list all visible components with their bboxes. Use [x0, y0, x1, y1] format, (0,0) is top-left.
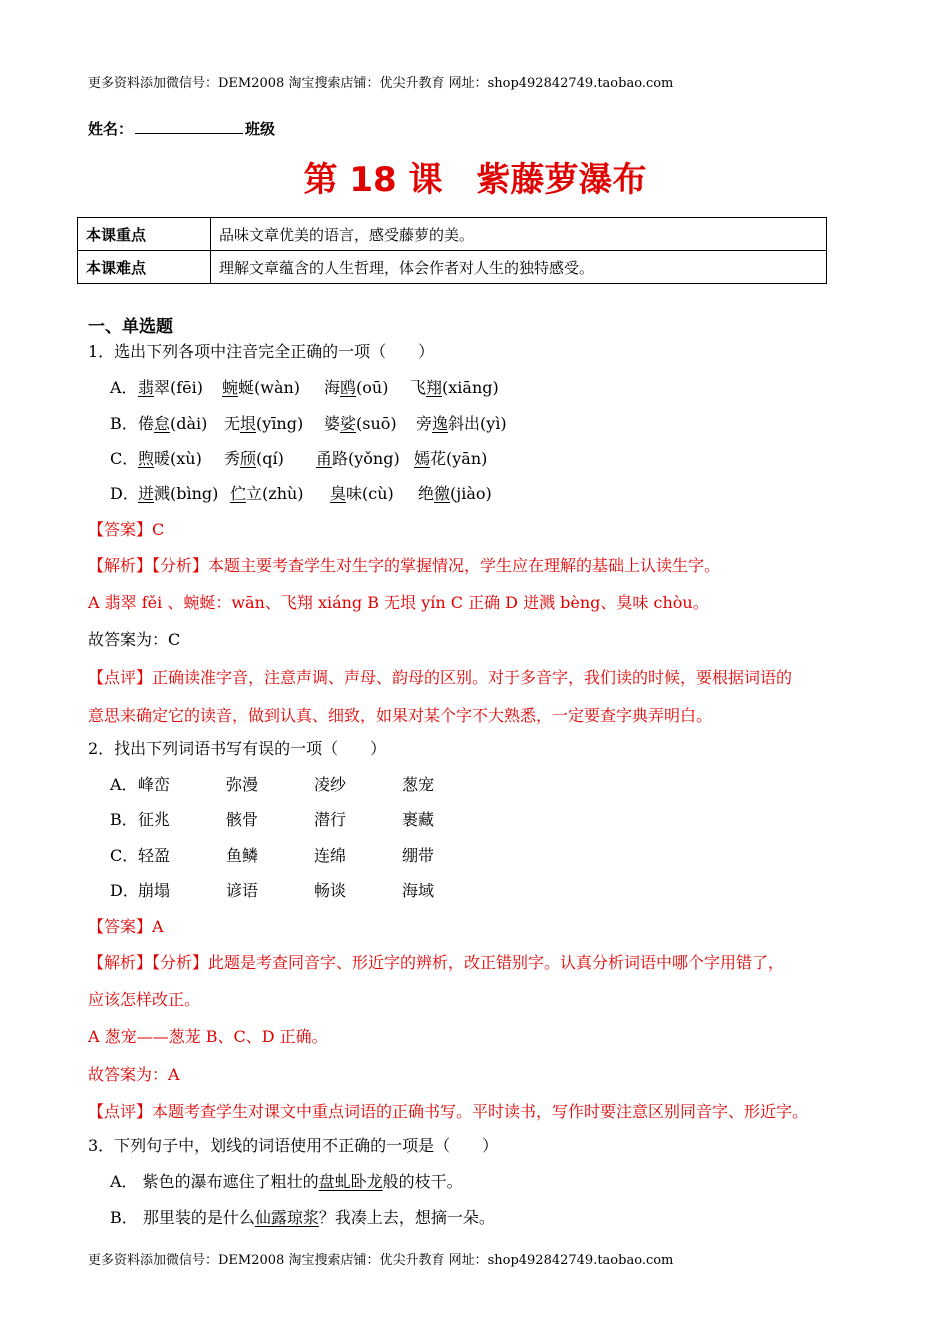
q1-a-word-3: 海鸥(oū)	[324, 378, 389, 397]
difficulty-label: 本课难点	[78, 251, 211, 284]
class-label: 班级	[245, 120, 276, 138]
q2-conclusion: 故答案为：A	[88, 1065, 180, 1084]
q1-b-word-2: 无垠(yīng)	[224, 414, 304, 433]
option-letter: A．	[110, 378, 138, 397]
q1-c-word-1: 煦暖(xù)	[138, 449, 202, 468]
analysis-text: 此题是考查同音字、形近字的辨析，改正错别字。认真分析词语中哪个字用错了，	[208, 953, 785, 972]
key-text: 品味文章优美的语言，感受藤萝的美。	[211, 218, 827, 251]
key-label: 本课重点	[78, 218, 211, 251]
analysis-tag: 【解析】【分析】	[88, 953, 209, 972]
page-title: 第 18 课 紫藤萝瀑布	[303, 160, 647, 200]
q1-comment-cont: 意思来确定它的读音，做到认真、细致，如果对某个字不大熟悉，一定要查字典弄明白。	[88, 706, 713, 725]
q1-b-word-3: 婆娑(suō)	[324, 414, 397, 433]
option-letter: B．	[110, 414, 138, 433]
q1-stem: 1．选出下列各项中注音完全正确的一项（ ）	[88, 342, 435, 361]
q1-comment	[88, 665, 792, 688]
q1-a-word-4: 飞翔(xiāng)	[410, 378, 499, 397]
comment-text: 正确读准字音，注意声调、声母、韵母的区别。对于多音字，我们读的时候，要根据词语的	[152, 668, 793, 687]
q1-analysis	[88, 553, 720, 576]
q2-stem: 2．找出下列词语书写有误的一项（ ）	[88, 739, 387, 758]
comment-tag: 【点评】	[88, 668, 153, 687]
q2-analysis	[88, 950, 784, 973]
q2-answer: 【答案】A	[88, 917, 164, 936]
q1-conclusion: 故答案为：C	[88, 630, 181, 649]
q1-d-word-1: 迸溅(bìng)	[138, 484, 219, 503]
q1-c-word-3: 甬路(yǒng)	[316, 449, 400, 468]
option-letter: D．	[110, 484, 139, 503]
q1-d-word-4: 绝徼(jiào)	[418, 484, 492, 503]
q1-d-word-3: 臭味(cù)	[330, 484, 394, 503]
q1-b-word-4: 旁逸斜出(yì)	[416, 414, 507, 433]
option-letter: C．	[110, 449, 139, 468]
header-note: 更多资料添加微信号：DEM2008 淘宝搜索店铺：优尖升教育 网址：shop492842749.taobao.com	[88, 76, 674, 91]
q1-detail: A 翡翠 fěi 、蜿蜒：wān、飞翔 xiáng B 无垠 yín C 正确 D 迸溅 bèng、臭味 chòu。	[88, 593, 709, 612]
difficulty-row	[78, 251, 827, 284]
q1-answer: 【答案】C	[88, 520, 165, 539]
q3-stem: 3．下列句子中，划线的词语使用不正确的一项是（ ）	[88, 1136, 499, 1155]
q1-a-word-2: 蜿蜒(wàn)	[222, 378, 301, 397]
analysis-text: 本题主要考查学生对生字的掌握情况，学生应在理解的基础上认读生字。	[208, 556, 721, 575]
name-blank	[135, 119, 243, 134]
section-title: 一、单选题	[88, 317, 173, 337]
q3-option-a: A． 紫色的瀑布遮住了粗壮的盘虬卧龙般的枝干。	[110, 1172, 463, 1191]
q1-d-word-2: 伫立(zhù)	[230, 484, 304, 503]
name-label: 姓名：	[88, 120, 134, 138]
q2-comment	[88, 1099, 808, 1122]
q1-c-word-4: 嫣花(yān)	[414, 449, 488, 468]
q2-detail: A 葱宠——葱茏 B、C、D 正确。	[88, 1027, 328, 1046]
footer-note: 更多资料添加微信号：DEM2008 淘宝搜索店铺：优尖升教育 网址：shop492842749.taobao.com	[88, 1253, 674, 1268]
difficulty-text: 理解文章蕴含的人生哲理，体会作者对人生的独特感受。	[211, 251, 827, 284]
comment-tag: 【点评】	[88, 1102, 153, 1121]
q3-option-b: B． 那里装的是什么仙露琼浆？我凑上去，想摘一朵。	[110, 1208, 495, 1227]
comment-text: 本题考查学生对课文中重点词语的正确书写。平时读书，写作时要注意区别同音字、形近字。	[152, 1102, 809, 1121]
analysis-tag: 【解析】【分析】	[88, 556, 209, 575]
name-class-line	[88, 118, 275, 139]
key-row	[78, 218, 827, 251]
focus-table	[77, 217, 827, 284]
q1-a-word-1: 翡翠(fēi)	[138, 378, 204, 397]
q1-b-word-1: 倦怠(dài)	[138, 414, 208, 433]
q2-analysis-cont: 应该怎样改正。	[88, 990, 201, 1009]
q1-c-word-2: 秀颀(qí)	[224, 449, 284, 468]
